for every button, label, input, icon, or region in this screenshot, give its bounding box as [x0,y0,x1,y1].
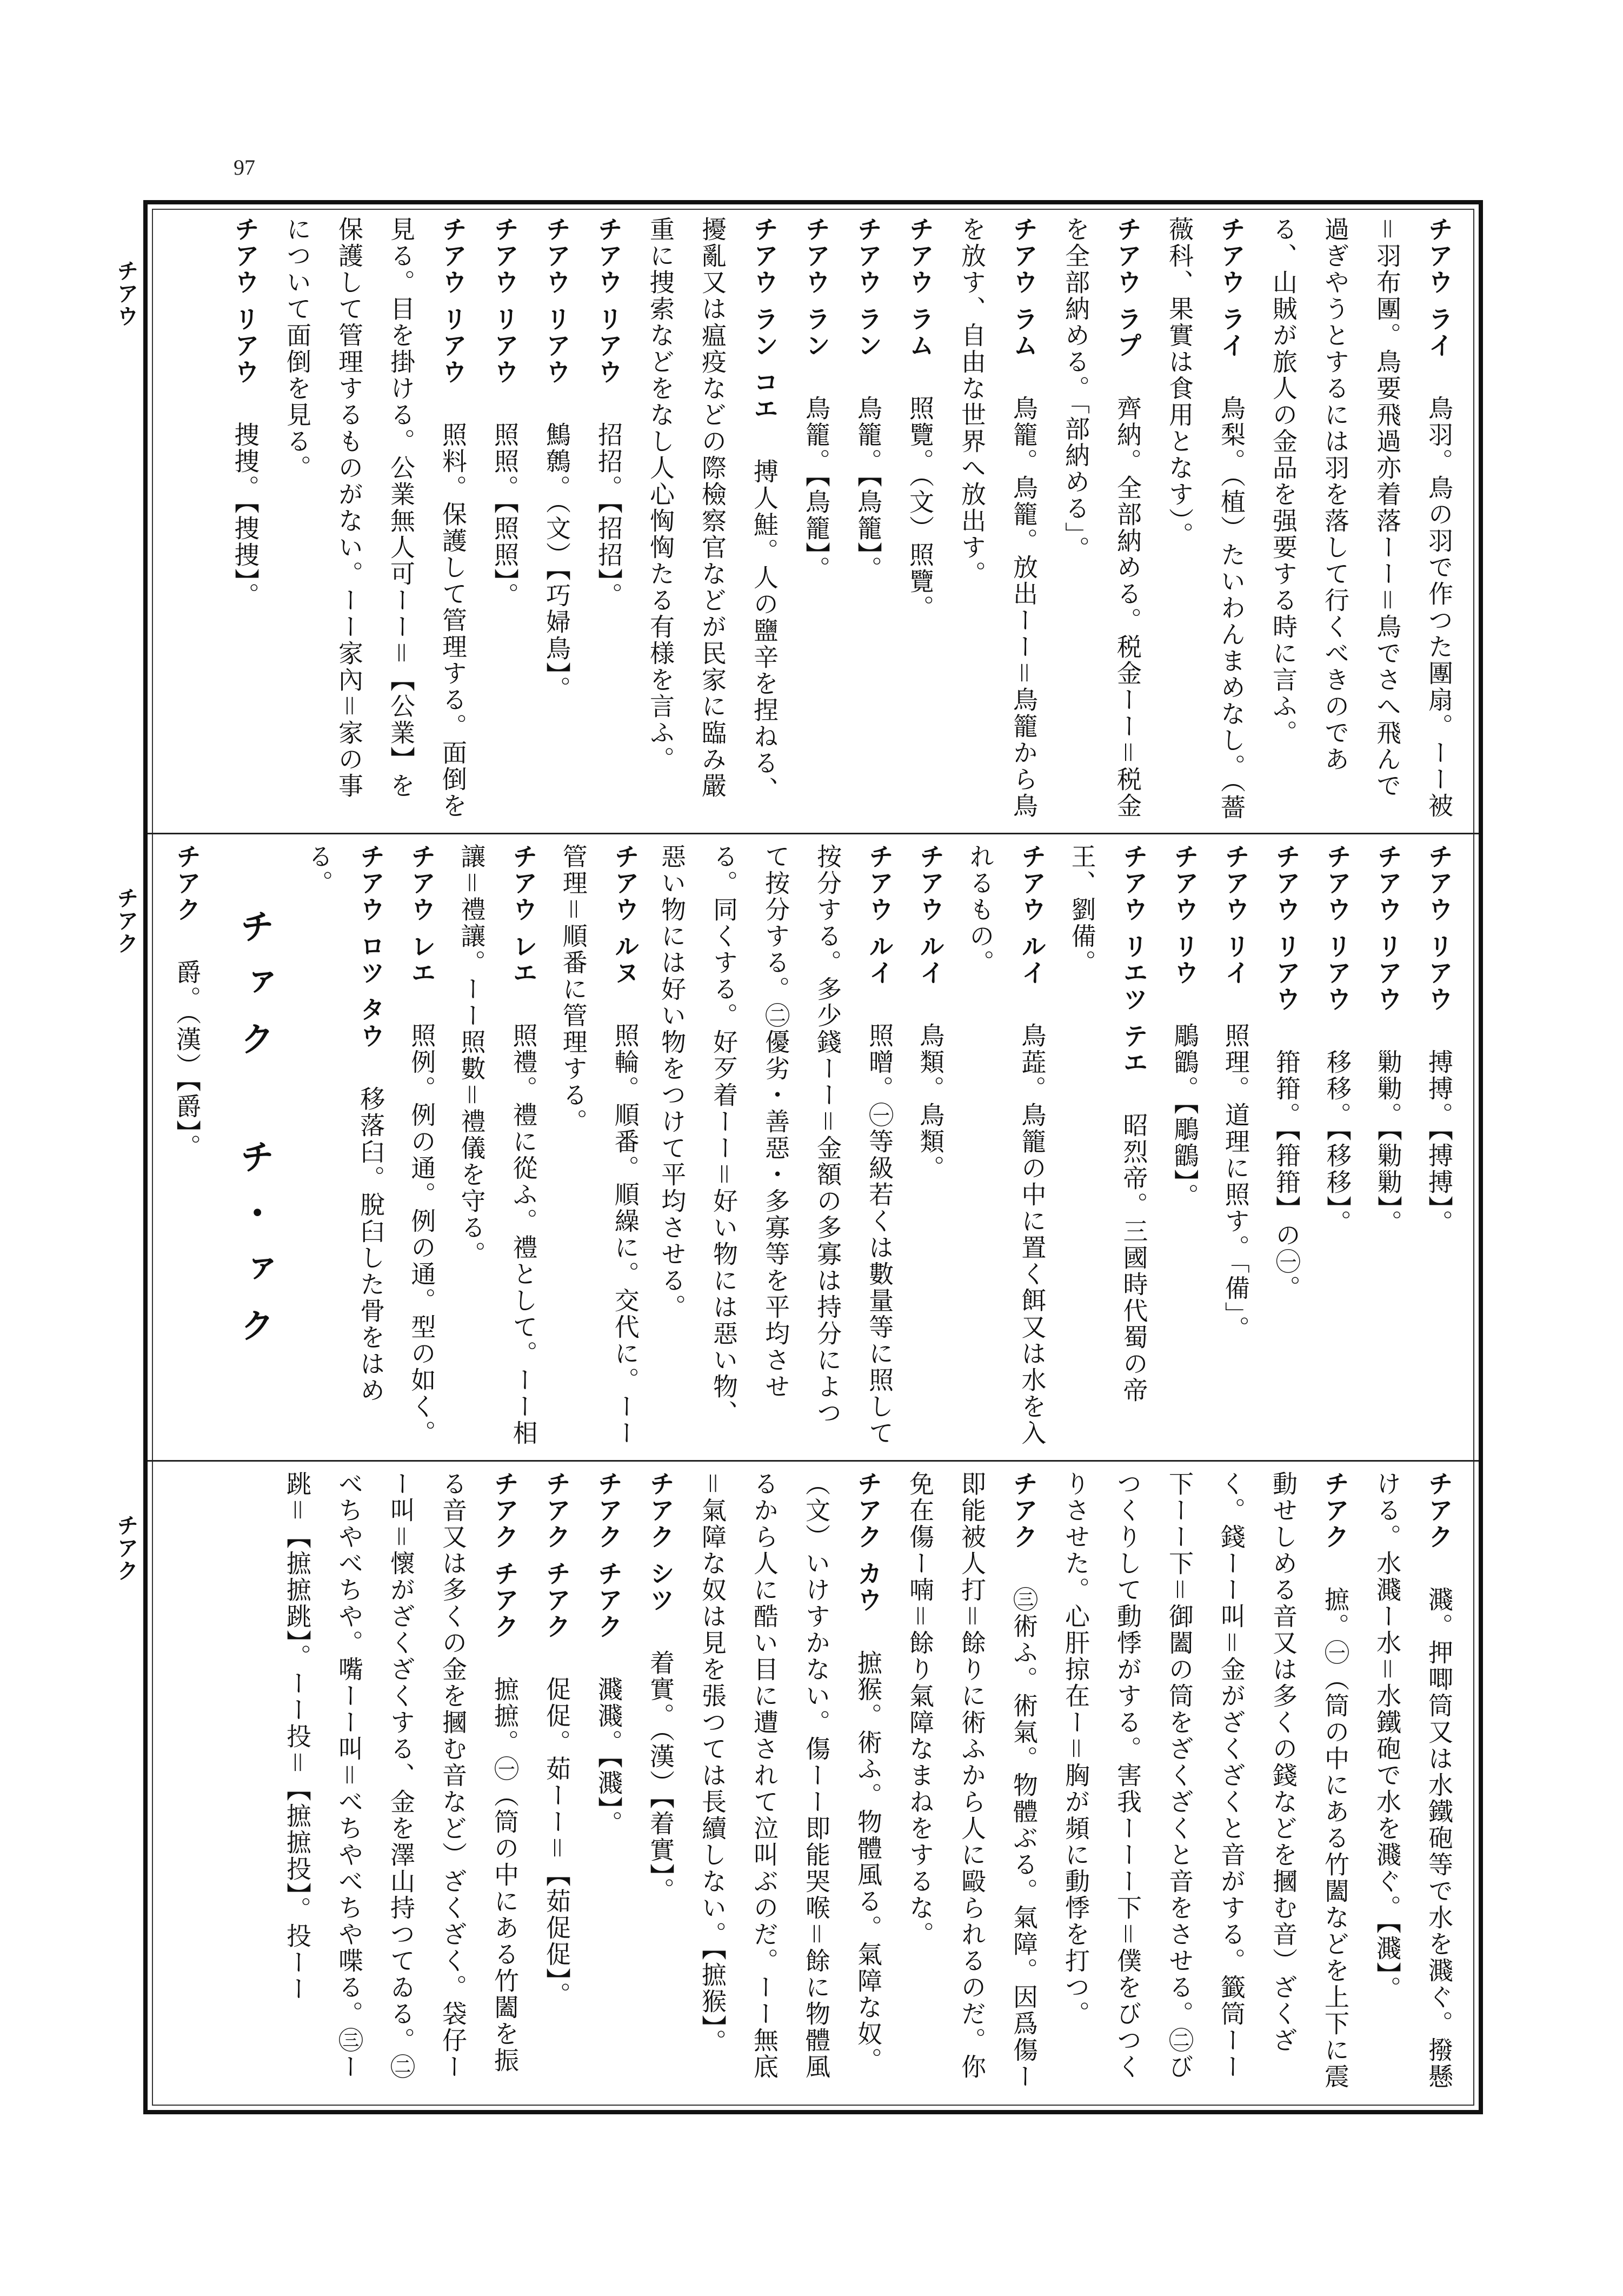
entry-definition: 照料。保護して管理する。面倒を見る。目を掛ける。公業無人可ーー＝【公業】を保護して管理するものがない。ーー家內＝家の事について面倒を見る。 [283,216,468,820]
dictionary-entry [1050,1471,1361,2098]
dictionary-entry [531,216,583,822]
dictionary-entry [687,1471,894,2098]
entry-definition: 捜捜。【捜捜】。 [231,422,260,609]
entry-definition: 照禮。禮に從ふ。禮として。ーー相讓＝禮讓。ーー照數＝禮儀を守る。 [457,844,538,1447]
dictionary-entry [550,844,651,1449]
dictionary-entry [635,1471,687,2098]
entry-definition: 勦勦。【勦勦】。 [1373,1049,1403,1237]
entry-definition: 移移。【移移】。 [1322,1049,1352,1237]
entry-headword: チアウ ルイ [1017,844,1047,1013]
entry-headword: チアウ ルイ [916,844,946,1013]
dictionary-entry [1313,844,1363,1449]
entry-definition: 照輪。順番。順繰に。交代に。ーー管理＝順番に管理する。 [558,844,640,1447]
dictionary-entry [894,1471,1050,2098]
entry-definition: 照照。【照照】。 [490,422,520,609]
dictionary-entry [271,1471,531,2098]
dictionary-entry [295,844,397,1449]
entry-headword: チアウ リエツ テエ [1119,844,1149,1103]
entry-headword: チアウ ルヌ [610,844,640,1013]
entry-headword: チアク チアク [594,1471,623,1667]
entry-headword: チアウ ライ [1425,216,1454,386]
dictionary-entry [651,844,906,1449]
entry-definition: 鳥羽。鳥の羽で作つた團扇。ーー被＝羽布團。鳥要飛過亦着落ーー＝鳥でさへ飛んで過ぎやうとするには羽を落して行くべきのである、山賊が旅人の金品を强要する時に言ふ。 [1269,216,1454,820]
entry-headword: チアク チアク [542,1471,571,1667]
dictionary-entry [1363,844,1414,1449]
entry-headword: チアウ リウ [1170,844,1200,1013]
entry-headword: チアク チアク [490,1471,520,1667]
entry-headword: チアウ ライ [1217,216,1246,386]
entry-definition: 鷦鷯。（文）【巧婦鳥】。 [542,422,571,703]
page-number: 97 [234,155,255,180]
entry-definition: 鳥蕋。鳥籠の中に置く餌又は水を入れるもの。 [966,844,1047,1447]
entry-definition: 濺。押唧筒又は水鐵砲等で水を濺ぐ。撥懸ける。水濺ー水＝水鐵砲で水を濺ぐ。【濺】。 [1373,1471,1454,2090]
entry-definition: 鳥梨。（植）たいわんまめなし。（薔薇科、果實は食用となす）。 [1165,216,1246,821]
section-divider-2 [148,1460,1479,1462]
entry-definition: 照㬝。㊀等級若くは數量等に照して按分する。多少錢ーー＝金額の多寡は持分によつて按分する。㊁優劣・善惡・多寡等を平均させる。同くする。好歹着ーー＝好い物には惡い物、惡い物には好い物をつけて平均させる。 [657,844,895,1447]
dictionary-entry [1050,216,1154,822]
entry-definition: 濺濺。【濺】。 [594,1676,623,1837]
dictionary-entry [1258,216,1465,822]
side-label-bottom: チアク [114,1514,138,1582]
entry-definition: 昭烈帝。三國時代蜀の帝王、劉備。 [1067,844,1149,1404]
entry-definition: 齊納。全部納める。税金ーー＝税金を全部納める。「部納める」。 [1061,216,1142,820]
dictionary-entry [531,1471,583,2098]
dictionary-entry [1414,844,1465,1449]
entry-headword: チアク [1009,1471,1039,1577]
entry-headword: チアウ ラム [1009,216,1039,386]
entry-headword: チアウ レエ [509,844,538,1013]
dictionary-entry [479,216,531,822]
entry-definition: 鳥籠。【鳥籠】。 [854,395,883,583]
entry-definition: 照理。道理に照す。「備」。 [1221,1023,1250,1343]
dictionary-entry [790,216,842,822]
entry-headword: チアウ リアウ [1425,844,1454,1040]
dictionary-entry [906,844,956,1449]
dictionary-entry [1361,1471,1465,2098]
entry-definition: 照例。例の通。例の通。型の如く。 [407,1023,437,1447]
entry-headword: チアウ リアウ [490,216,520,413]
dictionary-entry [1154,216,1258,822]
entry-definition: 促促。茹ーー＝【茹促促】。 [542,1676,571,2009]
entry-headword: チアウ リアウ [1272,844,1301,1040]
dictionary-entry [635,216,790,822]
section-divider-1 [148,833,1479,834]
entry-definition: 搏人鮭。人の鹽辛を捏ねる、擾亂又は瘟疫などの際檢察官などが民家に臨み嚴重に捜索などをなし人心恟恟たる有様を言ふ。 [646,216,779,804]
entry-definition: 移落臼。脫臼した骨をはめる。 [304,844,386,1404]
entry-definition: 着實。（漢）【着實】。 [646,1650,675,1905]
section-bottom [162,1471,1465,2098]
dictionary-entry [1211,844,1262,1449]
section-heading: チァク チ・ァク [234,908,275,1364]
dictionary-entry [397,844,448,1449]
entry-headword: チアウ リアウ [594,216,623,413]
entry-headword: チアウ ラプ [1113,216,1142,386]
entry-headword: チアウ ラン コエ [750,216,779,449]
entry-headword: チアク カウ [854,1471,883,1641]
dictionary-entry [956,844,1058,1449]
entry-headword: チアク [1321,1471,1350,1577]
dictionary-entry [583,1471,635,2098]
entry-definition: 鳥類。鳥類。 [916,1023,946,1182]
dictionary-entry [1058,844,1160,1449]
section-middle [162,844,1465,1449]
entry-headword: チアウ リアウ [1373,844,1403,1040]
side-label-middle: チアク [114,887,138,955]
dictionary-entry [894,216,946,822]
entry-headword: チアウ レエ [407,844,437,1013]
entry-definition: 搏搏。【搏搏】。 [1425,1049,1454,1237]
entry-headword: チアウ リイ [1221,844,1250,1013]
section-top [162,216,1465,822]
entry-headword: チアウ ロツ タウ [356,844,386,1077]
dictionary-entry [162,844,213,1449]
dictionary-entry [1262,844,1313,1449]
entry-definition: 箝箝。【箝箝】の㊀。 [1272,1049,1301,1302]
dictionary-entry [1160,844,1211,1449]
entry-headword: チアウ リアウ [542,216,571,413]
dictionary-entry [946,216,1050,822]
entry-definition: 摭摭。㊀（筒の中にある竹闔を振る音又は多くの金を摑む音など）ざくざく。袋仔ーー叫＝懷がざくざくする、金を澤山持つてゐる。㊁べちやべちや。嘴ーー叫＝べちやべちや喋る。㊂ー跳＝【摭摭跳】。ーー投＝【摭摭投】。投ーー [283,1471,520,2080]
entry-headword: チアク [1425,1471,1454,1577]
entry-headword: チアク [172,844,202,950]
entry-headword: チアウ リアウ [231,216,260,413]
entry-definition: 摭。㊀（筒の中にある竹闔などを上下に震動せしめる音又は多くの錢などを摑む音）ざくざく。錢ーー叫＝金がざくざくと音がする。籤筒ーー下ーー下＝御闔の筒をざくざくと音をさせる。㊁びつくりして動悸がする。害我ーーー下＝僕をびつくりさせた。心肝掠在ー＝胸が頻に動悸を打つ。 [1061,1471,1350,2090]
entry-definition: 招招。【招招】。 [594,422,623,609]
entry-headword: チアウ ラン [802,216,831,386]
entry-definition: 鵰鶹。【鵰鶹】。 [1170,1023,1200,1210]
dictionary-entry [219,216,271,822]
dictionary-entry [448,844,549,1449]
side-label-top: チアウ [114,260,138,328]
entry-definition: ㊂術ふ。術氣。物體ぶる。氣障。因爲傷ー即能被人打＝餘りに術ふから人に毆られるのだ。你免在傷ー喃＝餘り氣障なまねをするな。 [906,1471,1039,2090]
entry-definition: 摭猴。術ふ。物體風る。氣障な奴。（文）いけすかない。傷ーー即能哭喉＝餘に物體風るから人に酷い目に遭されて泣叫ぶのだ。ーー無底＝氣障な奴は見を張つては長續しない。【摭猴】。 [698,1471,883,2080]
entry-headword: チアウ ルイ [865,844,895,1013]
entry-headword: チアウ リアウ [438,216,468,413]
entry-headword: チアウ ラン [854,216,883,386]
dictionary-entry [271,216,479,822]
entry-definition: 鳥籠。鳥籠。放出ーー＝鳥籠から鳥を放す、自由な世界へ放出す。 [957,216,1039,820]
entry-headword: チアク シツ [646,1471,675,1641]
dictionary-entry [842,216,894,822]
entry-headword: チアウ リアウ [1322,844,1352,1040]
entry-headword: チアウ ラム [906,216,935,386]
entry-definition: 爵。（漢）【爵】。 [172,959,202,1160]
dictionary-entry [583,216,635,822]
entry-definition: 照覽。（文）照覽。 [906,395,935,622]
entry-definition: 鳥籠。【鳥籠】。 [802,395,831,583]
